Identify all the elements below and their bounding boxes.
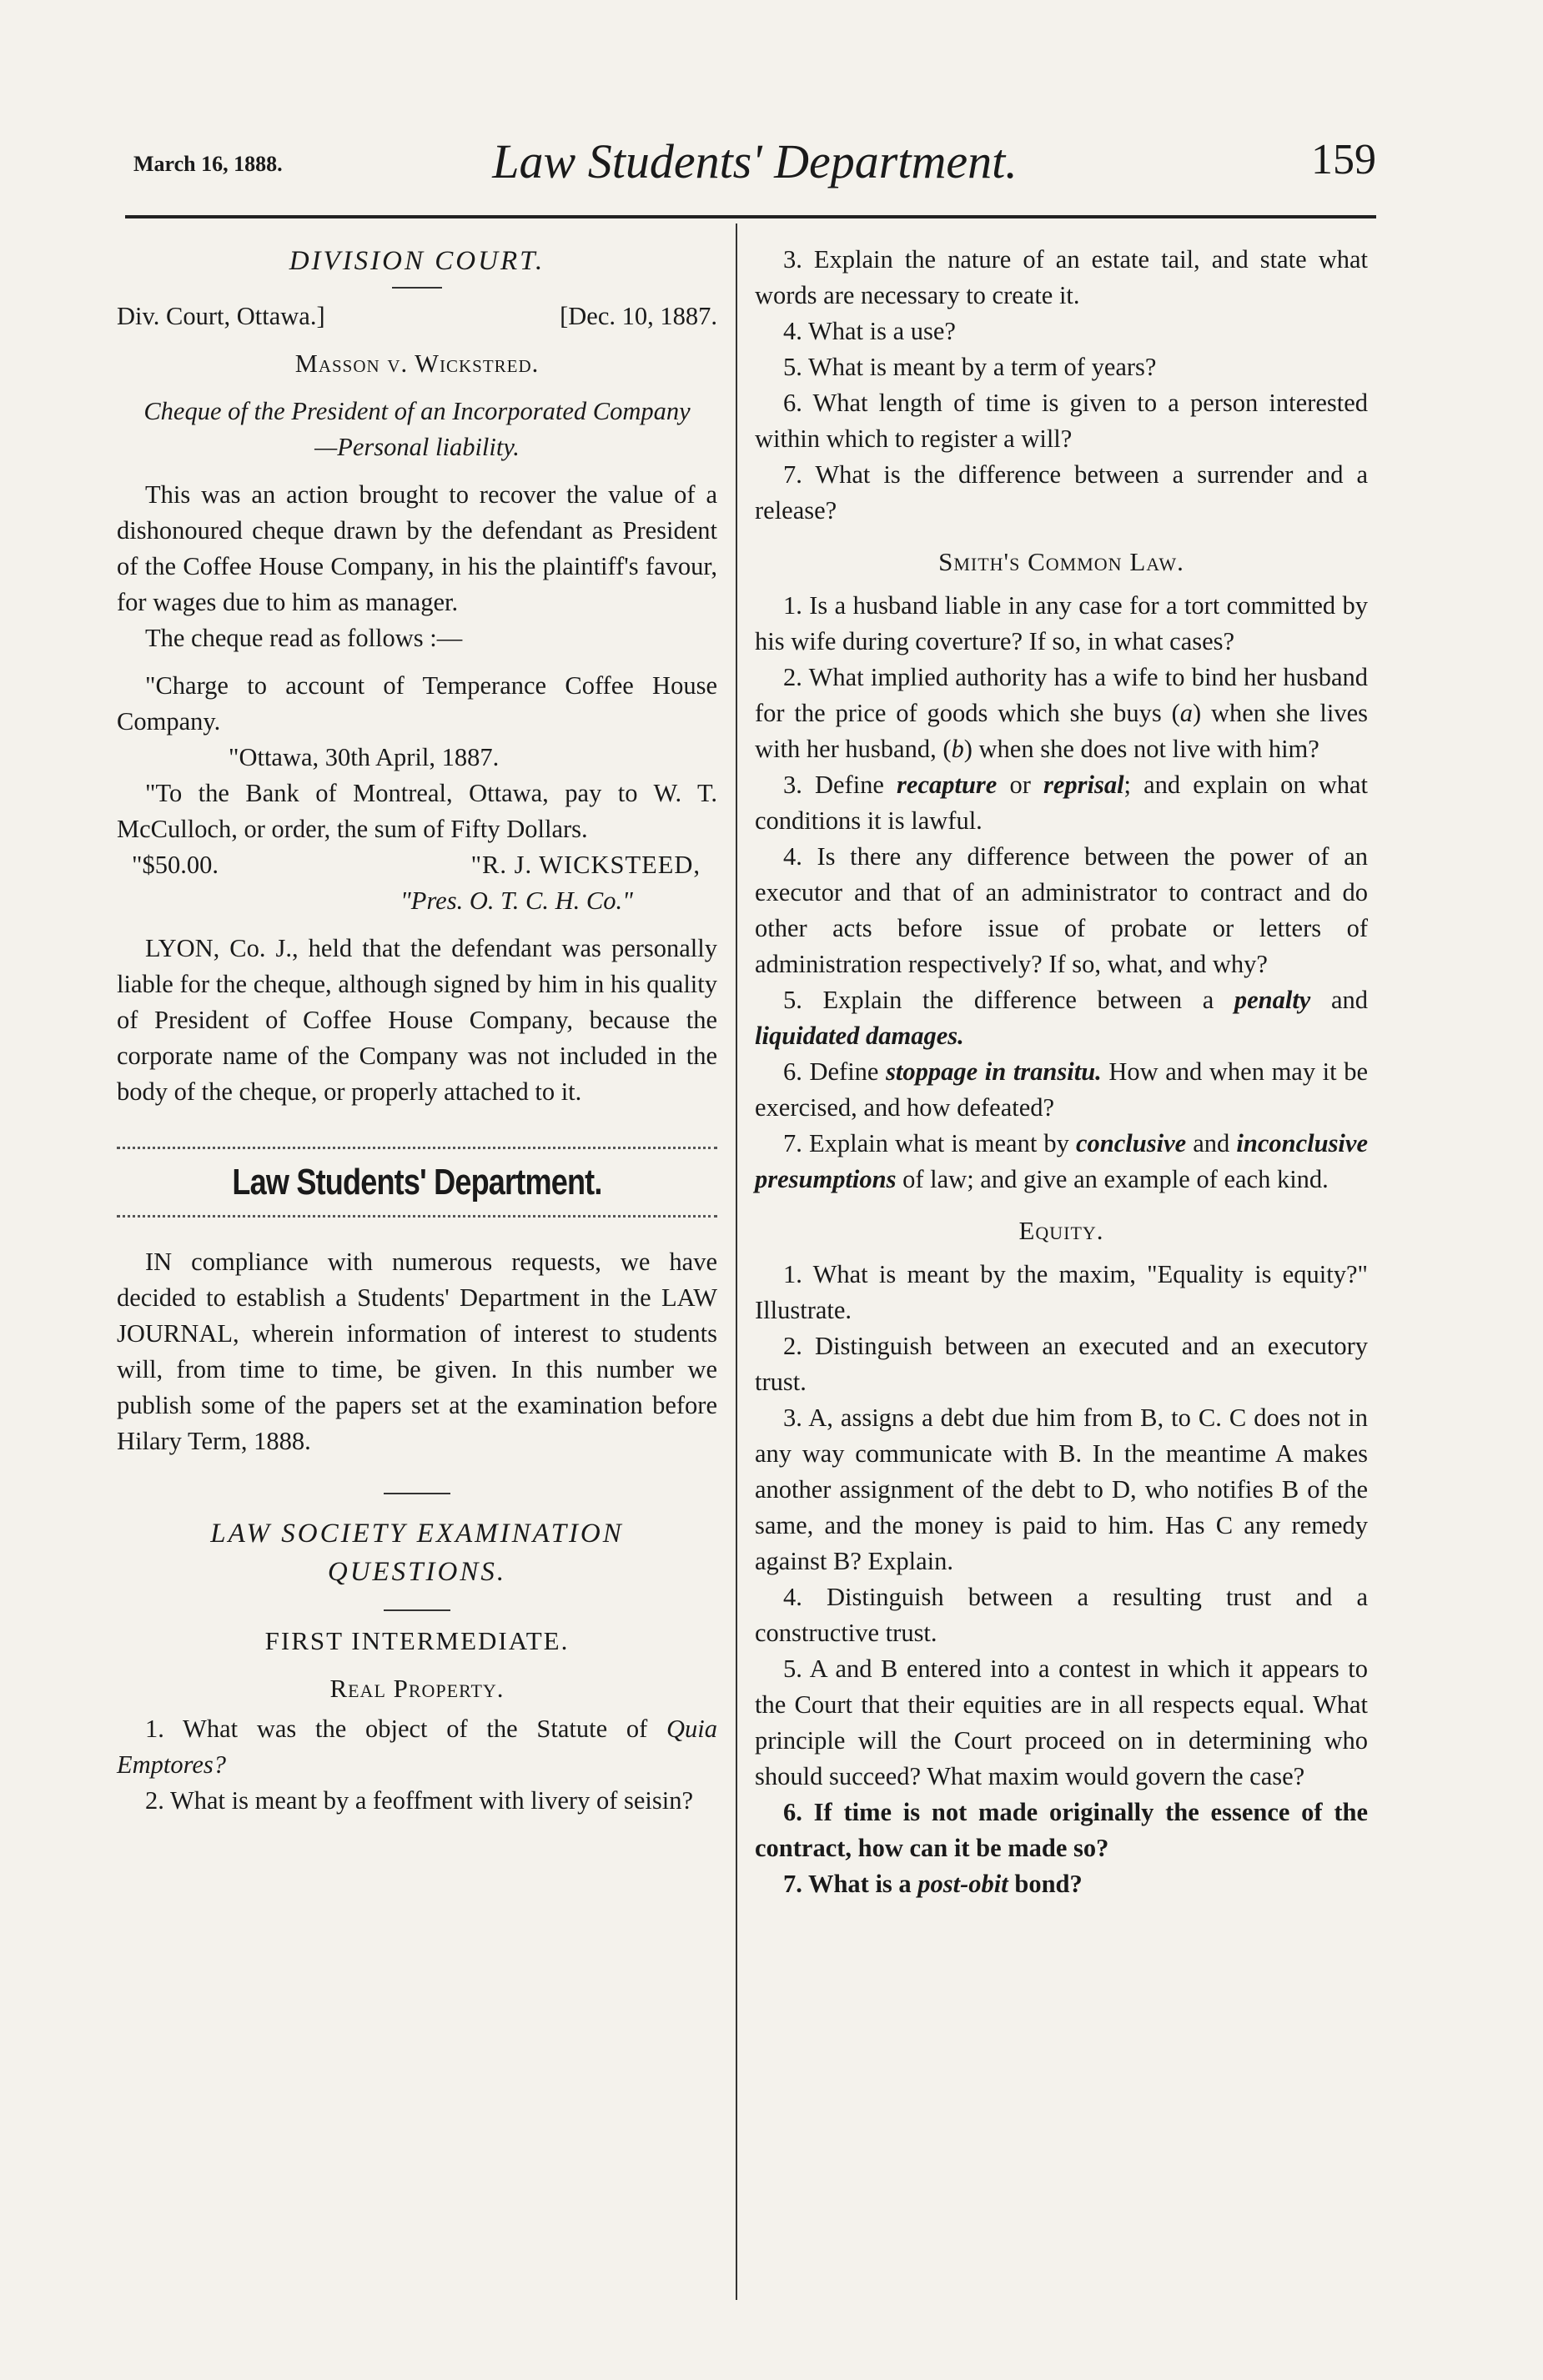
case-paragraph: This was an action brought to recover the value of a dishonoured cheque drawn by the defendant as President of the Coffee House Company, in his the plaintiff's favour, for wages due to him as manager. [117,480,717,616]
page-number: 159 [1311,136,1376,183]
question: 7. What is a post-obit bond? [783,1870,1083,1898]
question: 7. What is the difference between a surrender and a release? [755,460,1368,525]
question: 3. A, assigns a debt due him from B, to C. C does not in any way communicate with B. In the meantime A makes another assignment of the debt to D, who notifies B of the same, and the money is paid to him. Has C any remedy against B? Explain. [755,1403,1368,1575]
common-law-heading: Smith's Common Law. [938,547,1184,576]
question: 1. Is a husband liable in any case for a tort committed by his wife during coverture? If so, in what cases? [755,591,1368,655]
division-court-heading: DIVISION COURT. [289,246,545,276]
divider [384,1609,450,1611]
question: 6. Define stoppage in transitu. How and when may it be exercised, and how defeated? [755,1057,1369,1122]
question: 1. What is meant by the maxim, "Equality is equity?" Illustrate. [755,1260,1368,1324]
headnote: Cheque of the President of an Incorporated Company—Personal liability. [143,397,691,461]
exam-heading: LAW SOCIETY EXAMINATION QUESTIONS. [210,1519,624,1587]
cheque-text: "To the Bank of Montreal, Ottawa, pay to W. T. McCulloch, or order, the sum of Fifty Dollars. [117,779,717,843]
question: 4. What is a use? [783,317,956,345]
question: 6. If time is not made originally the essence of the contract, how can it be made so? [755,1798,1368,1862]
question: 5. A and B entered into a contest in which it appears to the Court that their equities are in all respects equal. What principle will the Court proceed on in determining who should succeed? What maxim would govern the case? [755,1654,1368,1790]
intro-paragraph: IN compliance with numerous requests, we have decided to establish a Students' Department in the LAW JOURNAL, wherein information of interest to students will, from time to time, be given. In this number we publish some of the papers set at the examination before Hilary Term, 1888. [117,1248,717,1455]
cheque-signer-title: "Pres. O. T. C. H. Co." [400,886,633,915]
running-title: Law Students' Department. [492,134,1018,188]
question: 5. What is meant by a term of years? [783,353,1157,381]
court-date: [Dec. 10, 1887. [560,302,717,330]
header-date: March 16, 1888. [133,152,283,176]
page-header [133,125,1376,192]
header-rule [125,215,1376,218]
question: 4. Distinguish between a resulting trust and a constructive trust. [755,1583,1368,1647]
case-paragraph: The cheque read as follows :— [145,624,463,652]
case-name: Masson v. Wickstred. [294,349,540,378]
cheque-text: "Charge to account of Temperance Coffee House Company. [117,671,717,736]
question: 4. Is there any difference between the power of an executor and that of an administrator to contract and do other acts before issue of probate or letters of administration respectively? If so, what, and why? [755,842,1368,978]
court-name: Div. Court, Ottawa.] [117,302,325,330]
divider [392,287,442,289]
cheque-date: "Ottawa, 30th April, 1887. [229,743,500,771]
question: 6. What length of time is given to a person interested within which to register a will? [755,389,1368,453]
question: 5. Explain the difference between a penalty and liquidated damages. [755,986,1368,1050]
question: 7. Explain what is meant by conclusive and inconclusive presumptions of law; and give an example of each kind. [755,1129,1368,1193]
cheque-signer: "R. J. WICKSTEED, [470,851,701,879]
department-title: Law Students' Department. [232,1162,602,1203]
right-column [755,242,1368,1902]
question: 2. What is meant by a feoffment with livery of seisin? [145,1786,694,1815]
holding-paragraph: LYON, Co. J., held that the defendant was personally liable for the cheque, although signed by him in his quality of President of Coffee House Company, because the corporate name of the Company was not included in the body of the cheque, or properly attached to it. [117,934,717,1106]
equity-heading: Equity. [1018,1216,1104,1245]
section-rule [117,1147,717,1149]
column-divider [736,223,737,2300]
left-column [117,242,717,1819]
real-property-heading: Real Property. [329,1674,505,1703]
section-rule [117,1215,717,1218]
first-intermediate-heading: FIRST INTERMEDIATE. [264,1626,570,1655]
cheque-amount: "$50.00. [132,851,219,879]
question: 2. What implied authority has a wife to bind her husband for the price of goods which she buys (a) when she lives with her husband, (b) when she does not live with him? [755,663,1368,763]
divider [384,1493,450,1494]
question: 1. What was the object of the Statute of Quia Emptores? [117,1715,718,1779]
question: 2. Distinguish between an executed and an executory trust. [755,1332,1368,1396]
question: 3. Define recapture or reprisal; and explain on what conditions it is lawful. [755,771,1368,835]
cheque-amount-line [117,847,717,883]
question: 3. Explain the nature of an estate tail, and state what words are necessary to create it. [755,245,1368,309]
court-line [117,299,717,334]
